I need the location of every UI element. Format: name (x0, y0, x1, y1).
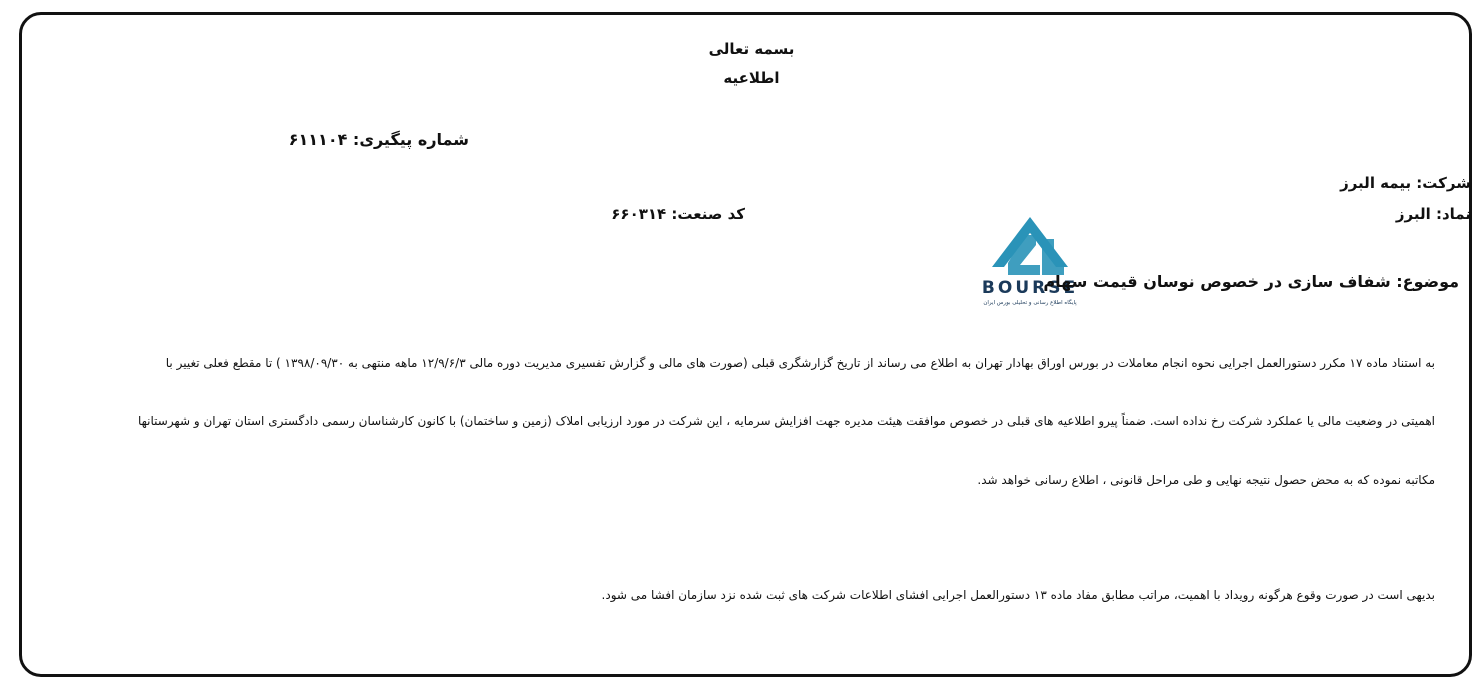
body-paragraph-line-3: مکاتبه نموده که به محض حصول نتیجه نهایی و طی مراحل قانونی ، اطلاع رسانی خواهد شد. (977, 473, 1435, 487)
notice-subject: موضوع: شفاف سازی در خصوص نوسان قیمت سهام (1043, 272, 1459, 291)
company-name: شرکت: بیمه البرز (1340, 174, 1471, 192)
disclosure-paragraph: بدیهی است در صورت وقوع هرگونه رویداد با اهمیت، مراتب مطابق مفاد ماده ۱۳ دستورالعمل اجرایی افشای اطلاعات شرکت های ثبت شده نزد سازمان افشا می شود. (601, 588, 1435, 602)
basmala-heading: بسمه تعالی (708, 40, 795, 58)
body-paragraph-line-1: به استناد ماده ۱۷ مکرر دستورالعمل اجرایی نحوه انجام معاملات در بورس اوراق بهادار تهران به اطلاع می رساند از تاریخ گزارشگری قبلی (صورت های مالی و گزارش تفسیری مدیریت دوره مالی ۱۲/۹/۶/۳ ماهه منتهی به ۱۳۹۸/۰۹/۳۰ ) تا مقطع فعلی تغییر با (165, 356, 1435, 370)
bourse-logo (972, 205, 1088, 308)
industry-code: کد صنعت: ۶۶۰۳۱۴ (611, 205, 745, 223)
tracking-number: شماره پیگیری: ۶۱۱۱۰۴ (288, 130, 469, 149)
logo-wordmark: BOURSE (981, 278, 1079, 298)
notice-title: اطلاعیه (723, 69, 780, 87)
notice-frame (19, 12, 1472, 677)
body-paragraph-line-2: اهمیتی در وضعیت مالی یا عملکرد شرکت رخ نداده است. ضمناً پیرو اطلاعیه های قبلی در خصوص موافقت هیئت مدیره جهت افزایش سرمایه ، این شرکت در مورد ارزیابی املاک (زمین و ساختمان) با کانون کارشناسان رسمی دادگستری استان تهران و شهرستانها (137, 414, 1435, 428)
ticker-symbol: نماد: البرز (1395, 205, 1471, 223)
logo-tagline: پایگاه اطلاع رسانی و تحلیلی بورس ایران (983, 300, 1077, 306)
